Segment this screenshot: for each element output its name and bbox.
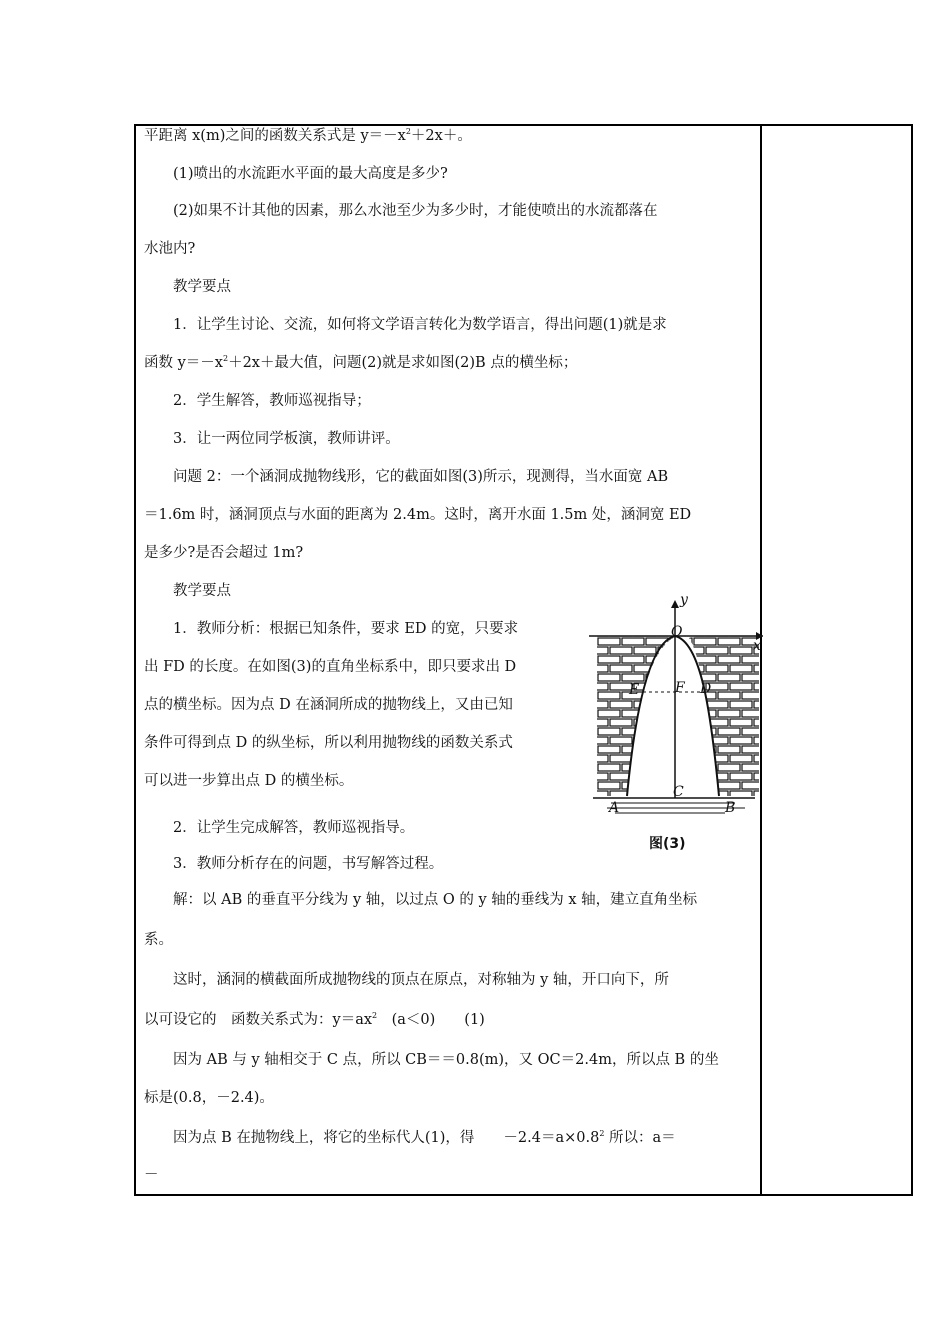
solution-line-1: 解：以 AB 的垂直平分线为 y 轴，以过点 O 的 y 轴的垂线为 x 轴，建立直角坐标 [173,892,698,908]
step-3: 3．教师分析存在的问题，书写解答过程。 [173,856,444,872]
solution-line-4: 以可设它的 函数关系式为：$y=ax^2$ (a＜0) (1) [144,1011,485,1028]
culvert-figure [585,592,765,854]
question-2-line-1: (2)如果不计其他的因素，那么水池至少为多少时，才能使喷出的水流都落在 [173,203,658,219]
label-y: y [680,592,688,608]
solution-line-3: 这时，涵洞的横截面所成抛物线的顶点在原点，对称轴为 y 轴，开口向下，所 [173,972,669,988]
solution-line-2: 系。 [144,932,173,948]
problem-2-line-3: 是多少?是否会超过 1m? [144,545,304,561]
label-B: B [725,800,736,816]
y-axis-arrow [671,600,679,608]
point-2: 2．学生解答，教师巡视指导； [173,393,371,409]
analysis-line-4: 条件可得到点 D 的纵坐标，所以利用抛物线的函数关系式 [144,735,513,751]
paragraph-function-intro: 平距离 x(m)之间的函数关系式是 $y=-x^2+2x+$。 [144,127,472,144]
solution-line-8: － [144,1167,159,1183]
question-2-line-2: 水池内? [144,241,196,257]
point-3: 3．让一两位同学板演，教师讲评。 [173,431,400,447]
analysis-line-3: 点的横坐标。因为点 D 在涵洞所成的抛物线上，又由已知 [144,697,513,713]
section-heading-key-points-2: 教学要点 [173,583,231,599]
step-2: 2．让学生完成解答，教师巡视指导。 [173,820,415,836]
label-A: A [609,800,620,816]
label-E: E [629,682,640,698]
solution-line-7: 因为点 B 在抛物线上，将它的坐标代人(1)，得 $-2.4=a\times 0.8^2$ 所以：a＝ [173,1129,676,1146]
section-heading-key-points-1: 教学要点 [173,279,231,295]
label-D: D [700,681,712,697]
analysis-line-2: 出 FD 的长度。在如图(3)的直角坐标系中，即只要求出 D [144,659,517,675]
point-1-line-1: 1．让学生讨论、交流，如何将文学语言转化为数学语言，得出问题(1)就是求 [173,317,667,333]
problem-2-line-2: ＝1.6m 时，涵洞顶点与水面的距离为 2.4m。这时，离开水面 1.5m 处，涵洞宽 ED [144,507,692,523]
label-x: x [753,638,761,654]
point-1-line-2: 函数 $y=-x^2+2x+$最大值，问题(2)就是求如图(2)B 点的横坐标； [144,354,578,371]
problem-2-line-1: 问题 2：一个涵洞成抛物线形，它的截面如图(3)所示，现测得，当水面宽 AB [173,469,669,485]
label-F: F [675,680,685,696]
question-1: (1)喷出的水流距水平面的最大高度是多少? [173,166,448,182]
figure-caption: 图(3) [649,836,686,852]
brick-wall [597,636,759,796]
label-C: C [673,784,684,800]
solution-line-5: 因为 AB 与 y 轴相交于 C 点，所以 CB＝＝0.8(m)，又 OC＝2.4m，所以点 B 的坐 [173,1052,719,1068]
analysis-line-5: 可以进一步算出点 D 的横坐标。 [144,773,354,789]
label-O: O [671,624,683,640]
solution-line-6: 标是(0.8，－2.4)。 [144,1090,274,1106]
analysis-line-1: 1．教师分析：根据已知条件，要求 ED 的宽，只要求 [173,621,519,637]
